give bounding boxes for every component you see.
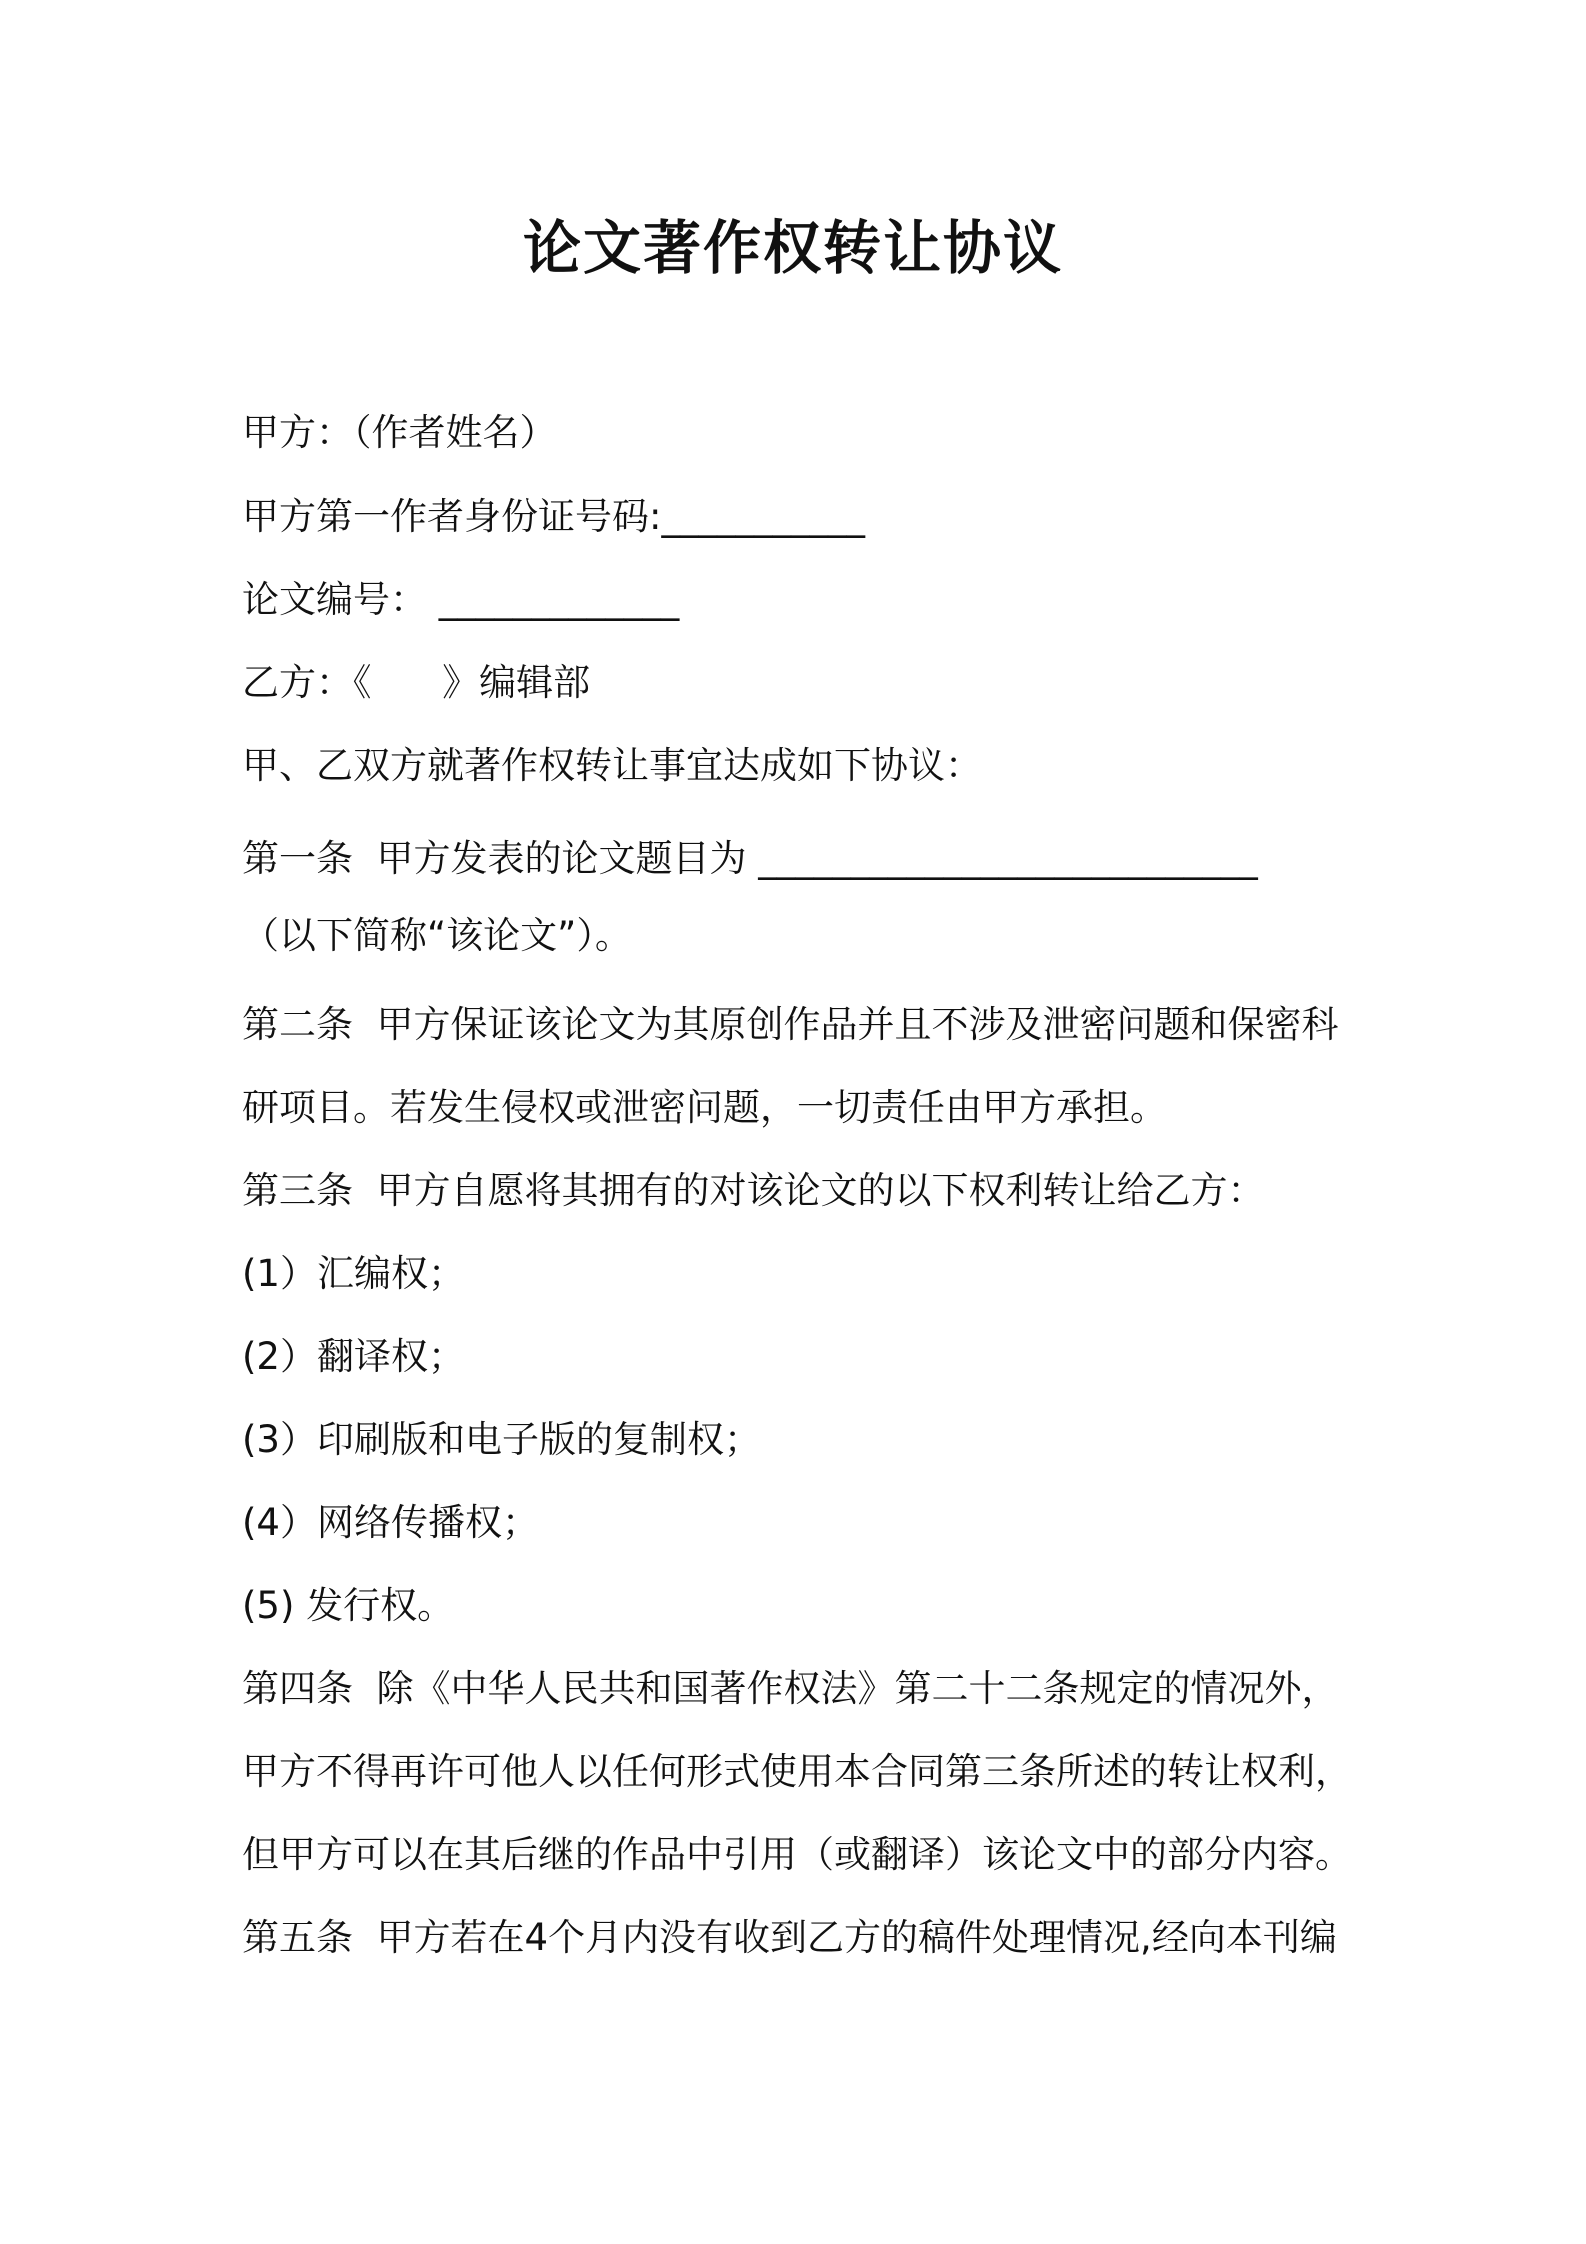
article-2-line-1: 第二条 甲方保证该论文为其原创作品并且不涉及泄密问题和保密科	[242, 1003, 1339, 1046]
right-item-5: (5) 发行权。	[242, 1584, 455, 1627]
article-5-line-1: 第五条 甲方若在4个月内没有收到乙方的稿件处理情况,经向本刊编	[242, 1916, 1337, 1959]
article-3-line: 第三条 甲方自愿将其拥有的对该论文的以下权利转让给乙方：	[242, 1169, 1265, 1212]
article-4-line-3: 但甲方可以在其后继的作品中引用（或翻译）该论文中的部分内容。	[242, 1833, 1352, 1876]
right-item-3: (3）印刷版和电子版的复制权；	[242, 1418, 761, 1461]
party-a-id-line: 甲方第一作者身份证号码:___________	[242, 495, 865, 538]
right-item-2: (2）翻译权；	[242, 1335, 465, 1378]
article-2-line-2: 研项目。若发生侵权或泄密问题，一切责任由甲方承担。	[242, 1086, 1167, 1129]
article-4-line-1: 第四条 除《中华人民共和国著作权法》第二十二条规定的情况外，	[242, 1667, 1339, 1710]
right-item-1: (1）汇编权；	[242, 1252, 465, 1295]
document-title: 论文著作权转让协议	[522, 214, 1063, 282]
party-b-line: 乙方：《 》编辑部	[242, 661, 591, 704]
article-1-line-1: 第一条 甲方发表的论文题目为 ___________________________	[242, 837, 1258, 880]
agreement-intro: 甲、乙双方就著作权转让事宜达成如下协议：	[242, 744, 982, 787]
party-a-line: 甲方：（作者姓名）	[242, 411, 557, 454]
right-item-4: (4）网络传播权；	[242, 1501, 539, 1544]
article-1-line-2: （以下简称“该论文”）。	[242, 914, 632, 957]
article-4-line-2: 甲方不得再许可他人以任何形式使用本合同第三条所述的转让权利，	[242, 1750, 1352, 1793]
paper-number-line: 论文编号： _____________	[242, 578, 680, 621]
